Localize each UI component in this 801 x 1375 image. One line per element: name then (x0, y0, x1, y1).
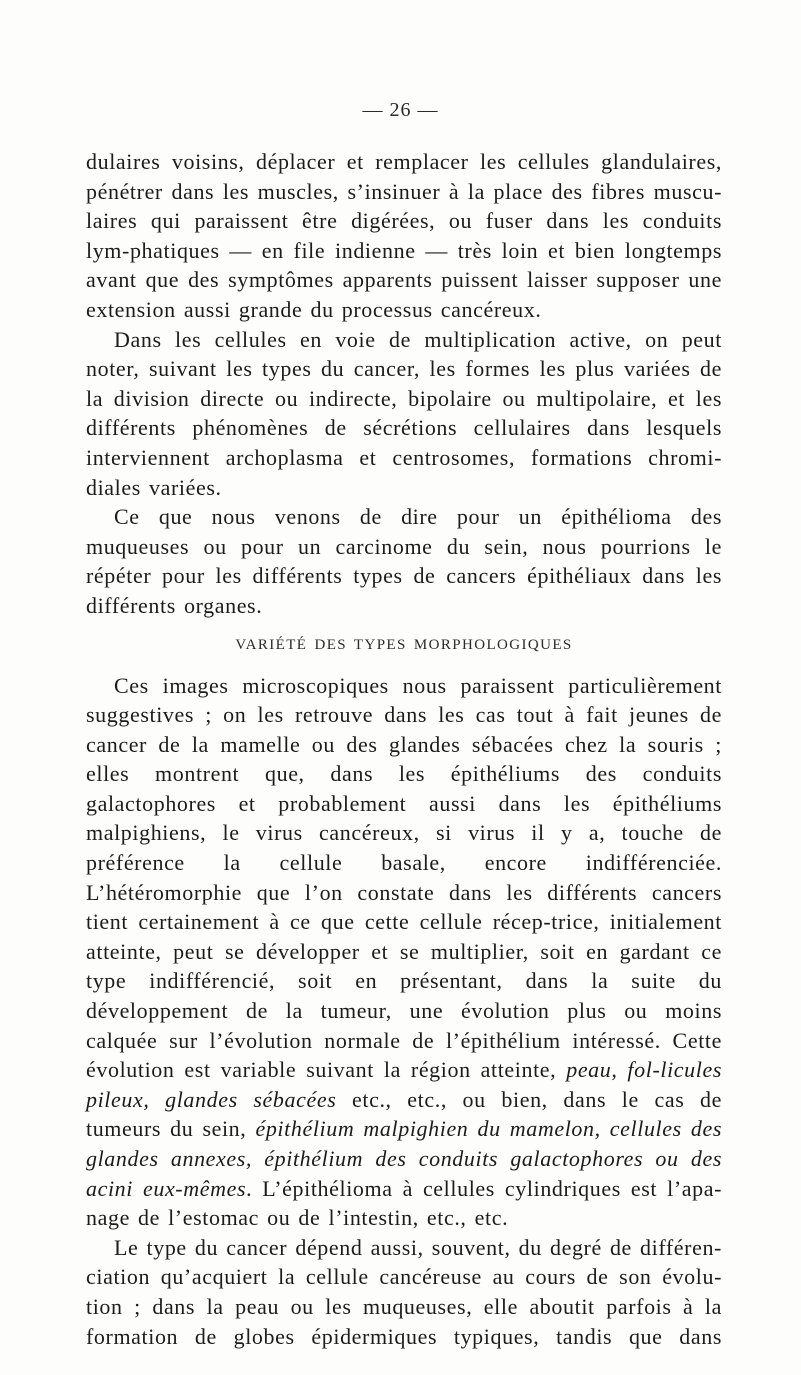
paragraph-text: etc., etc., ou bien, dans le cas de tumeurs du sein, (86, 1086, 722, 1142)
paragraph-epithelioma: Ce que nous venons de dire pour un épithélioma des muqueuses ou pour un carcinome du sein, nous pourrions le répéter pour les différents types de cancers épithéliaux dans les différents organes. (86, 504, 722, 618)
paragraph-differentiation: Le type du cancer dépend aussi, souvent, du degré de différen-ciation qu’acquiert la cellule cancéreuse au cours de son évolu-tion ; dans la peau ou les muqueuses, elle aboutit parfois à la formation de globes épidermiques typiques, tandis que dans (86, 1234, 722, 1349)
paragraph-microscopic-images (86, 671, 722, 1233)
section-heading: VARIÉTÉ DES TYPES MORPHOLOGIQUES (235, 636, 573, 653)
body-text (86, 147, 722, 1351)
italic-phrase: épithélium malpighien du mamelon, cellules des glandes annexes, épithélium des conduits galactophores ou des acini eux-mêmes (86, 1116, 722, 1201)
paragraph-continuation: dulaires voisins, déplacer et remplacer les cellules glandulaires, pénétrer dans les muscles, s’insinuer à la place des fibres muscu-laires qui paraissent être digérées, ou fuser dans les conduits lym-phatiques — en file indienne — très loin et bien longtemps avant que des symptômes apparents puissent laisser supposer une extension aussi grande du processus cancéreux. (86, 149, 722, 322)
page-number: — 26 — (362, 99, 439, 121)
paragraph-text: Ces images microscopiques nous paraissent particulièrement suggestives ; on les retrouve dans les cas tout à fait jeunes de cancer de la mamelle ou des glandes sébacées chez la souris ; elles montrent que, dans les épithéliums des conduits galactophores et probablement aussi dans les épithéliums malpighiens, le virus cancéreux, si virus il y a, touche de préférence la cellule basale, encore indifférenciée. L’hétéromorphie que l’on constate dans les différents cancers tient certainement à ce que cette cellule récep-trice, initialement atteinte, peut se développer et se multiplier, soit en gardant ce type indifférencié, soit en présentant, dans la suite du développement de la tumeur, une évolution plus ou moins calquée sur l’évolution normale de l’épithélium intéressé. Cette évolution est variable suivant la région atteinte, (86, 672, 722, 1083)
italic-phrase: peau, fol-licules pileux, glandes sébacées (86, 1057, 722, 1112)
paragraph-text: . L’épithélioma à cellules cylindriques est l’apa-nage de l’estomac ou de l’intestin, etc., etc. (86, 1175, 722, 1231)
paragraph-division: Dans les cellules en voie de multiplication active, on peut noter, suivant les types du cancer, les formes les plus variées de la division directe ou indirecte, bipolaire ou multipolaire, et les différents phénomènes de sécrétions cellulaires dans lesquels interviennent archoplasma et centrosomes, formations chromi-diales variées. (86, 326, 722, 500)
